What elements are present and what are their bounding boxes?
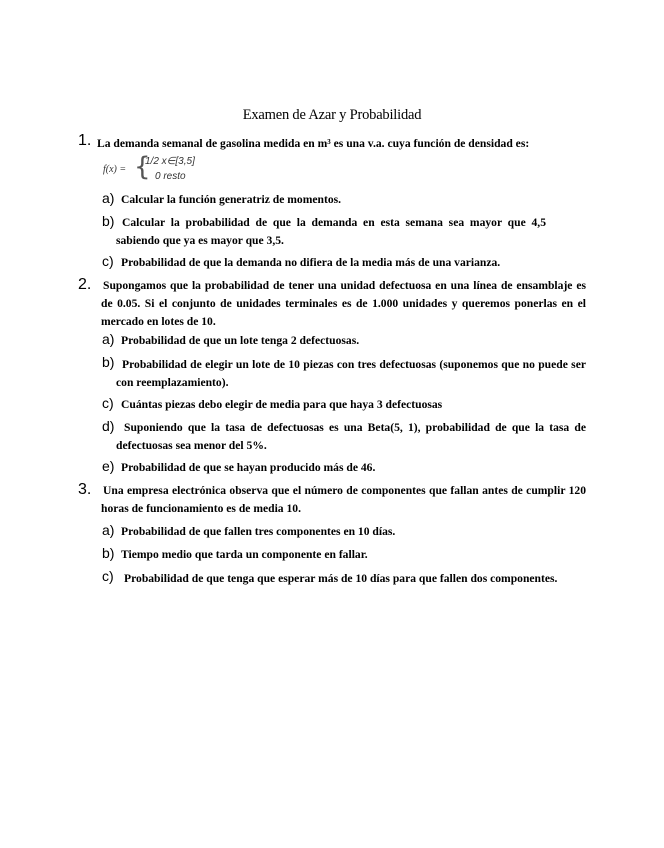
subquestion-label: a) [102, 190, 115, 206]
subquestion-label: b) [102, 354, 115, 370]
subquestion-label: b) [102, 545, 115, 561]
subquestion-text: Suponiendo que la tasa de defectuosas es una Beta(5, 1), probabilidad de que la tasa de defectuosas sea menor del 5%. [116, 421, 586, 452]
formula-lhs: f(x) = [103, 164, 127, 175]
question-text: Supongamos que la probabilidad de tener una unidad defectuosa en una línea de ensamblaje es de 0.05. Si el conjunto de unidades terminales es de 1.000 unidades y queremos ponerlas en el mercado en lotes de 10. [101, 279, 586, 328]
subquestion-label: b) [102, 213, 115, 229]
question-number: 1. [78, 132, 92, 149]
subquestion-text: Probabilidad de que la demanda no difiera de la media más de una varianza. [121, 256, 501, 269]
subquestion-label: c) [102, 568, 114, 584]
subquestion-text: Probabilidad de que fallen tres componentes en 10 días. [121, 525, 396, 538]
subquestion-label: e) [102, 458, 115, 474]
subquestion-text: Calcular la función generatriz de momentos. [121, 193, 342, 206]
subquestion-label: a) [102, 522, 115, 538]
subquestion-text: Probabilidad de que se hayan producido más de 46. [121, 461, 376, 474]
formula-row-2: 0 resto [155, 171, 186, 182]
subquestion-text: Probabilidad de que tenga que esperar más de 10 días para que fallen dos componentes. [124, 572, 558, 585]
question-number: 3. [78, 481, 92, 498]
brace-symbol: { [134, 152, 151, 182]
subquestion-text: Probabilidad de elegir un lote de 10 piezas con tres defectuosas (suponemos que no puede ser con reemplazamiento). [116, 358, 586, 389]
question-text: Una empresa electrónica observa que el número de componentes que fallan antes de cumplir 120 horas de funcionamiento es de media 10. [101, 484, 586, 515]
formula-row-1: 1/2 x∈[3,5] [145, 156, 195, 167]
subquestion-label: c) [102, 395, 114, 411]
subquestion-text: Calcular la probabilidad de que la demanda en esta semana sea mayor que 4,5 sabiendo que ya es mayor que 3,5. [116, 216, 546, 247]
subquestion-text: Tiempo medio que tarda un componente en fallar. [121, 548, 368, 561]
subquestion-label: c) [102, 253, 114, 269]
subquestion-text: Probabilidad de que un lote tenga 2 defectuosas. [121, 334, 360, 347]
subquestion-text: Cuántas piezas debo elegir de media para que haya 3 defectuosas [121, 398, 443, 411]
density-formula [103, 152, 243, 186]
question-text: La demanda semanal de gasolina medida en m³ es una v.a. cuya función de densidad es: [97, 137, 530, 150]
question-number: 2. [78, 276, 92, 293]
subquestion-label: d) [102, 418, 115, 434]
subquestion-label: a) [102, 331, 115, 347]
page-title: Examen de Azar y Probabilidad [242, 107, 422, 123]
